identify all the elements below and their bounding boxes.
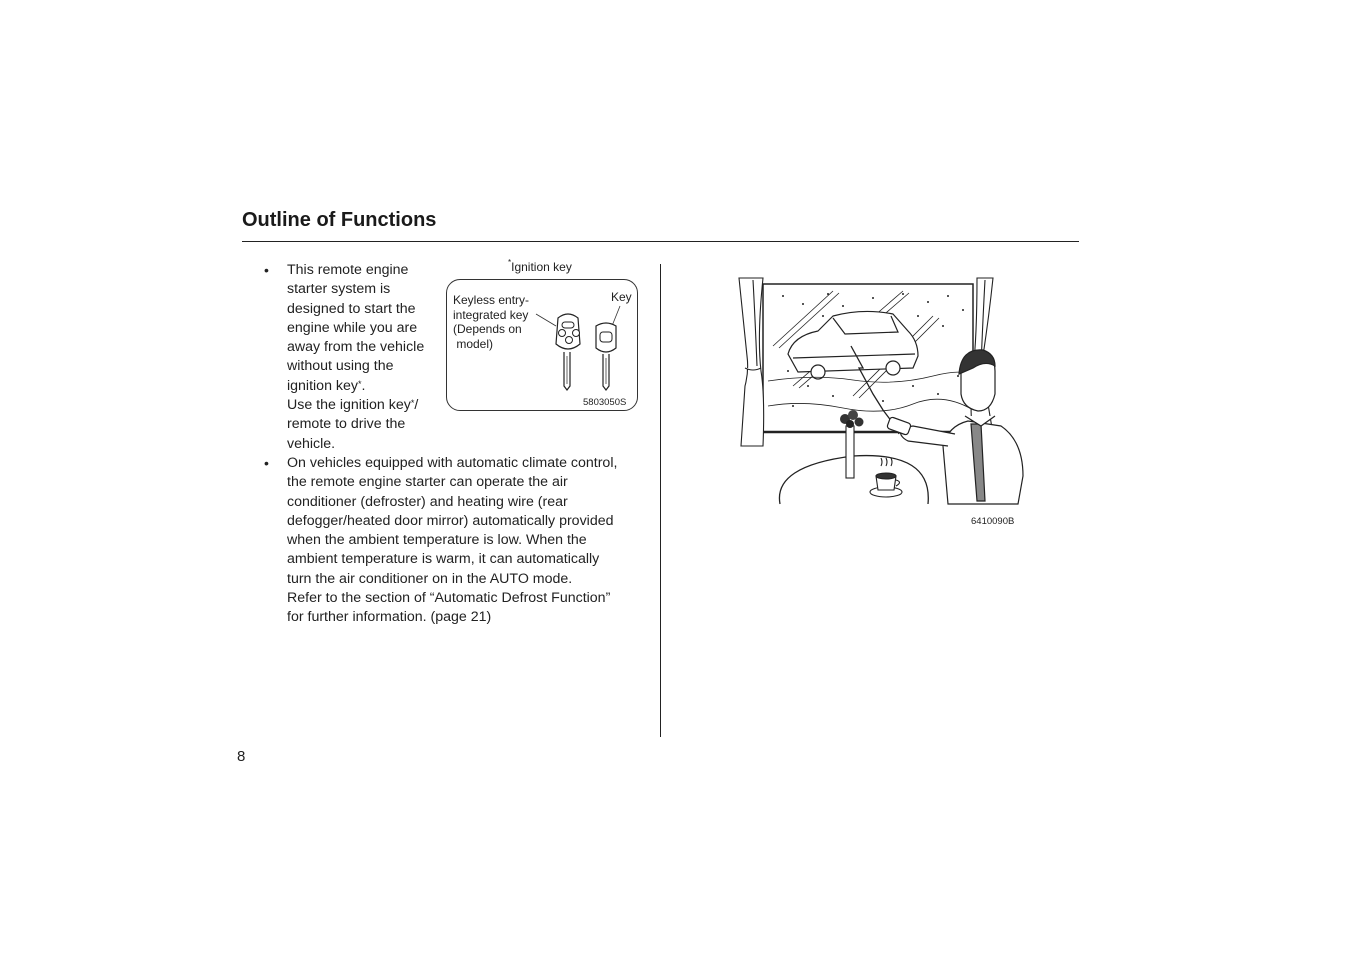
title-rule: [242, 241, 1079, 242]
text-line: without using the: [287, 358, 394, 375]
key-figure-caption: [508, 260, 572, 274]
key-drawings: [530, 300, 640, 400]
keyless-leader-line: [536, 314, 556, 326]
use-ignition-key-text: Use the ignition key: [287, 397, 411, 414]
caption-text: Ignition key: [511, 260, 572, 274]
text-line: • On vehicles equipped with automatic climate control,: [287, 454, 618, 471]
page-number: 8: [237, 748, 246, 765]
text-line-use-key: [287, 396, 437, 415]
page-title: Outline of Functions: [242, 209, 437, 231]
asterisk-mark: *: [410, 398, 415, 409]
text-line: the remote engine starter can operate the air: [287, 474, 568, 491]
key-label: Key: [611, 290, 632, 304]
key-leader-line: [612, 306, 620, 326]
key-figure-code: 5803050S: [583, 397, 627, 408]
text-line: turn the air conditioner on in the AUTO mode.: [287, 570, 573, 587]
text-line: ambient temperature is warm, it can automatically: [287, 551, 600, 568]
ignition-key-text: ignition key: [287, 377, 358, 394]
text-line: • This remote engine: [287, 262, 409, 278]
text-line: for further information. (page 21): [287, 609, 492, 626]
bullet-item-remote-starter: [262, 261, 437, 454]
keyless-key-icon: [556, 314, 580, 390]
label-line: Keyless entry-: [453, 293, 530, 307]
text-line: starter system is: [287, 281, 391, 298]
text-line: away from the vehicle: [287, 339, 425, 356]
column-divider: [660, 264, 661, 737]
bullet-item-climate-control: [262, 454, 642, 628]
slash-text: /: [414, 397, 419, 414]
text-line: Refer to the section of “Automatic Defrost Function”: [287, 590, 611, 607]
remote-start-scene-illustration: [733, 276, 1028, 510]
label-line: integrated key: [453, 307, 529, 322]
text-line: engine while you are: [287, 319, 418, 336]
text-line: vehicle.: [287, 435, 336, 452]
label-line: (Depends on: [453, 322, 522, 336]
text-line: designed to start the: [287, 300, 416, 317]
scene-figure-code: 6410090B: [971, 516, 1015, 527]
text-line-ignition-key: [287, 377, 437, 396]
text-line: conditioner (defroster) and heating wire (rear: [287, 493, 568, 510]
text-line: when the ambient temperature is low. When the: [287, 532, 587, 549]
asterisk-mark: *: [357, 378, 362, 389]
label-line: model): [453, 336, 494, 351]
period-text: .: [361, 377, 366, 394]
text-line: remote to drive the: [287, 416, 406, 433]
text-line: defogger/heated door mirror) automatically provided: [287, 512, 614, 529]
asterisk-mark: *: [508, 258, 512, 267]
keyless-key-label: [453, 293, 529, 351]
plain-key-icon: [596, 323, 616, 390]
